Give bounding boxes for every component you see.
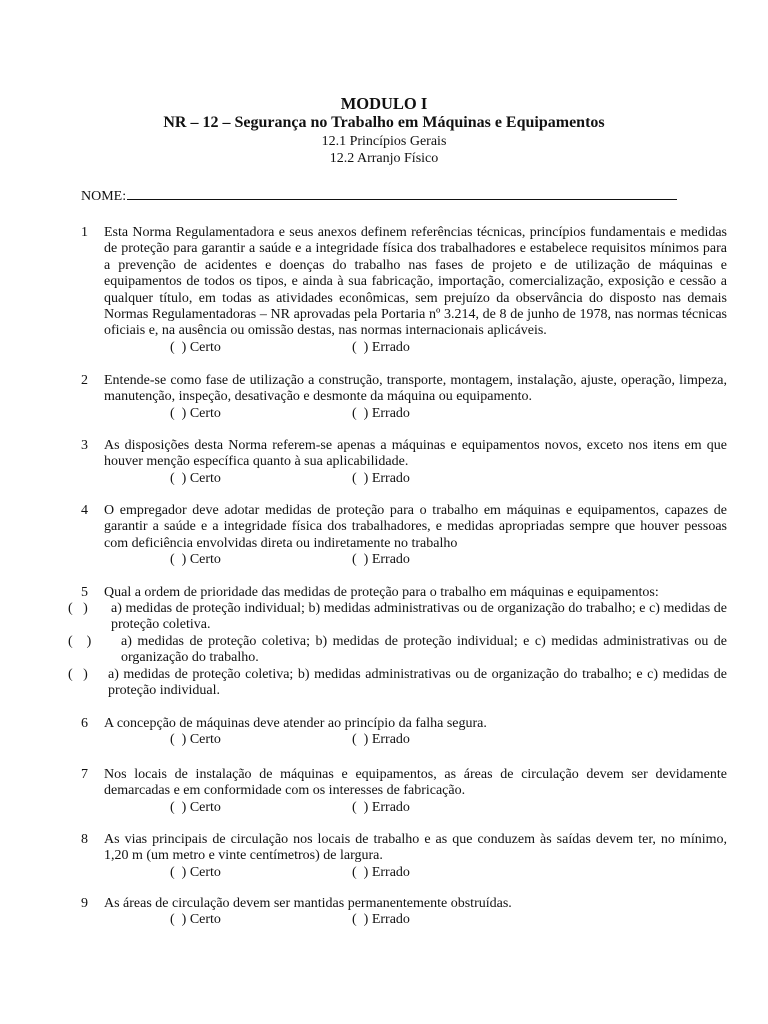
- norm-title: NR – 12 – Segurança no Trabalho em Máquinas e Equipamentos: [163, 114, 605, 131]
- question-6: [81, 716, 727, 748]
- answer-errado[interactable]: ( ) Errado: [352, 339, 410, 355]
- question-number: 8: [81, 832, 88, 847]
- answer-options: [81, 471, 727, 487]
- answer-options: [81, 552, 727, 568]
- option-text: a) medidas de proteção coletiva; b) medidas de proteção individual; e c) medidas administrativas ou de organização do trabalho.: [121, 634, 727, 666]
- question-number: 2: [81, 373, 88, 388]
- document-header: [0, 94, 768, 167]
- name-blank-line[interactable]: [127, 187, 677, 200]
- option-checkbox[interactable]: ( ): [68, 634, 92, 649]
- question-5: [81, 585, 727, 601]
- question-text: Nos locais de instalação de máquinas e equipamentos, as áreas de circulação devem ser devidamente demarcadas e em conformidade com os interesses de fabricação.: [104, 767, 727, 799]
- answer-errado[interactable]: ( ) Errado: [352, 470, 410, 486]
- question-text: Esta Norma Regulamentadora e seus anexos definem referências técnicas, princípios fundamentais e medidas de proteção para garantir a saúde e a integridade física dos trabalhadores e estabelece requisitos mínimos para a prevenção de acidentes e doenças do trabalho nas fases de projeto e de utilização de máquinas e equipamentos de todos os tipos, e ainda à sua fabricação, importação, comercialização, exposição e cessão a qualquer título, em todas as atividades econômicas, sem prejuízo da observância do disposto nas demais Normas Regulamentadoras – NR aprovadas pela Portaria nº 3.214, de 8 de junho de 1978, nas normas técnicas oficiais e, na ausência ou omissão destas, nas normas internacionais aplicáveis.: [104, 225, 727, 339]
- answer-errado[interactable]: ( ) Errado: [352, 552, 410, 568]
- question-number: 6: [81, 716, 88, 731]
- answer-certo[interactable]: ( ) Certo: [170, 799, 221, 815]
- answer-certo[interactable]: ( ) Certo: [170, 405, 221, 421]
- answer-options: [81, 340, 727, 356]
- option-2: [68, 634, 727, 667]
- answer-errado[interactable]: ( ) Errado: [352, 799, 410, 815]
- question-4: [81, 503, 727, 568]
- name-field[interactable]: [81, 187, 677, 205]
- option-checkbox[interactable]: ( ): [68, 601, 88, 616]
- answer-certo[interactable]: ( ) Certo: [170, 552, 221, 568]
- question-3: [81, 438, 727, 487]
- answer-errado[interactable]: ( ) Errado: [352, 912, 410, 928]
- question-text: Qual a ordem de prioridade das medidas de proteção para o trabalho em máquinas e equipamentos:: [104, 585, 659, 600]
- question-text: O empregador deve adotar medidas de proteção para o trabalho em máquinas e equipamentos, capazes de garantir a saúde e a integridade física dos trabalhadores, e medidas apropriadas sempre que houver pessoas com deficiência envolvidas direta ou indiretamente no trabalho: [104, 503, 727, 551]
- answer-options: [81, 912, 727, 928]
- option-1: [68, 601, 727, 634]
- question-number: 4: [81, 503, 88, 518]
- answer-errado[interactable]: ( ) Errado: [352, 405, 410, 421]
- question-text: As disposições desta Norma referem-se apenas a máquinas e equipamentos novos, exceto nos itens em que houver menção específica quanto à sua aplicabilidade.: [104, 438, 727, 470]
- answer-options: [81, 865, 727, 881]
- question-1: [81, 225, 727, 356]
- option-3: [68, 667, 727, 700]
- option-text: a) medidas de proteção coletiva; b) medidas administrativas ou de organização do trabalho; e c) medidas de proteção individual.: [108, 667, 727, 699]
- answer-options: [81, 406, 727, 422]
- question-number: 5: [81, 585, 88, 600]
- answer-certo[interactable]: ( ) Certo: [170, 732, 221, 748]
- question-text: As vias principais de circulação nos locais de trabalho e as que conduzem às saídas devem ter, no mínimo, 1,20 m (um metro e vinte centímetros) de largura.: [104, 832, 727, 864]
- answer-errado[interactable]: ( ) Errado: [352, 732, 410, 748]
- question-7: [81, 767, 727, 816]
- section-heading-2: 12.2 Arranjo Físico: [329, 151, 439, 166]
- option-text: a) medidas de proteção individual; b) medidas administrativas ou de organização do trabalho; e c) medidas de proteção coletiva.: [111, 601, 727, 633]
- answer-certo[interactable]: ( ) Certo: [170, 912, 221, 928]
- answer-options: [81, 732, 727, 748]
- question-text: A concepção de máquinas deve atender ao princípio da falha segura.: [104, 716, 487, 731]
- name-label: NOME:: [81, 189, 127, 204]
- question-5-options: [68, 601, 727, 700]
- question-number: 7: [81, 767, 88, 782]
- module-title: MODULO I: [340, 94, 428, 113]
- option-checkbox[interactable]: ( ): [68, 667, 88, 682]
- question-number: 3: [81, 438, 88, 453]
- answer-errado[interactable]: ( ) Errado: [352, 864, 410, 880]
- question-number: 1: [81, 225, 88, 240]
- question-number: 9: [81, 896, 88, 911]
- question-text: Entende-se como fase de utilização a construção, transporte, montagem, instalação, ajuste, operação, limpeza, manutenção, inspeção, desativação e desmonte da máquina ou equipamento.: [104, 373, 727, 405]
- section-heading-1: 12.1 Princípios Gerais: [321, 134, 447, 149]
- answer-certo[interactable]: ( ) Certo: [170, 470, 221, 486]
- answer-options: [81, 800, 727, 816]
- question-9: [81, 896, 727, 928]
- answer-certo[interactable]: ( ) Certo: [170, 864, 221, 880]
- answer-certo[interactable]: ( ) Certo: [170, 339, 221, 355]
- question-2: [81, 373, 727, 422]
- question-text: As áreas de circulação devem ser mantidas permanentemente obstruídas.: [104, 896, 512, 911]
- question-8: [81, 832, 727, 881]
